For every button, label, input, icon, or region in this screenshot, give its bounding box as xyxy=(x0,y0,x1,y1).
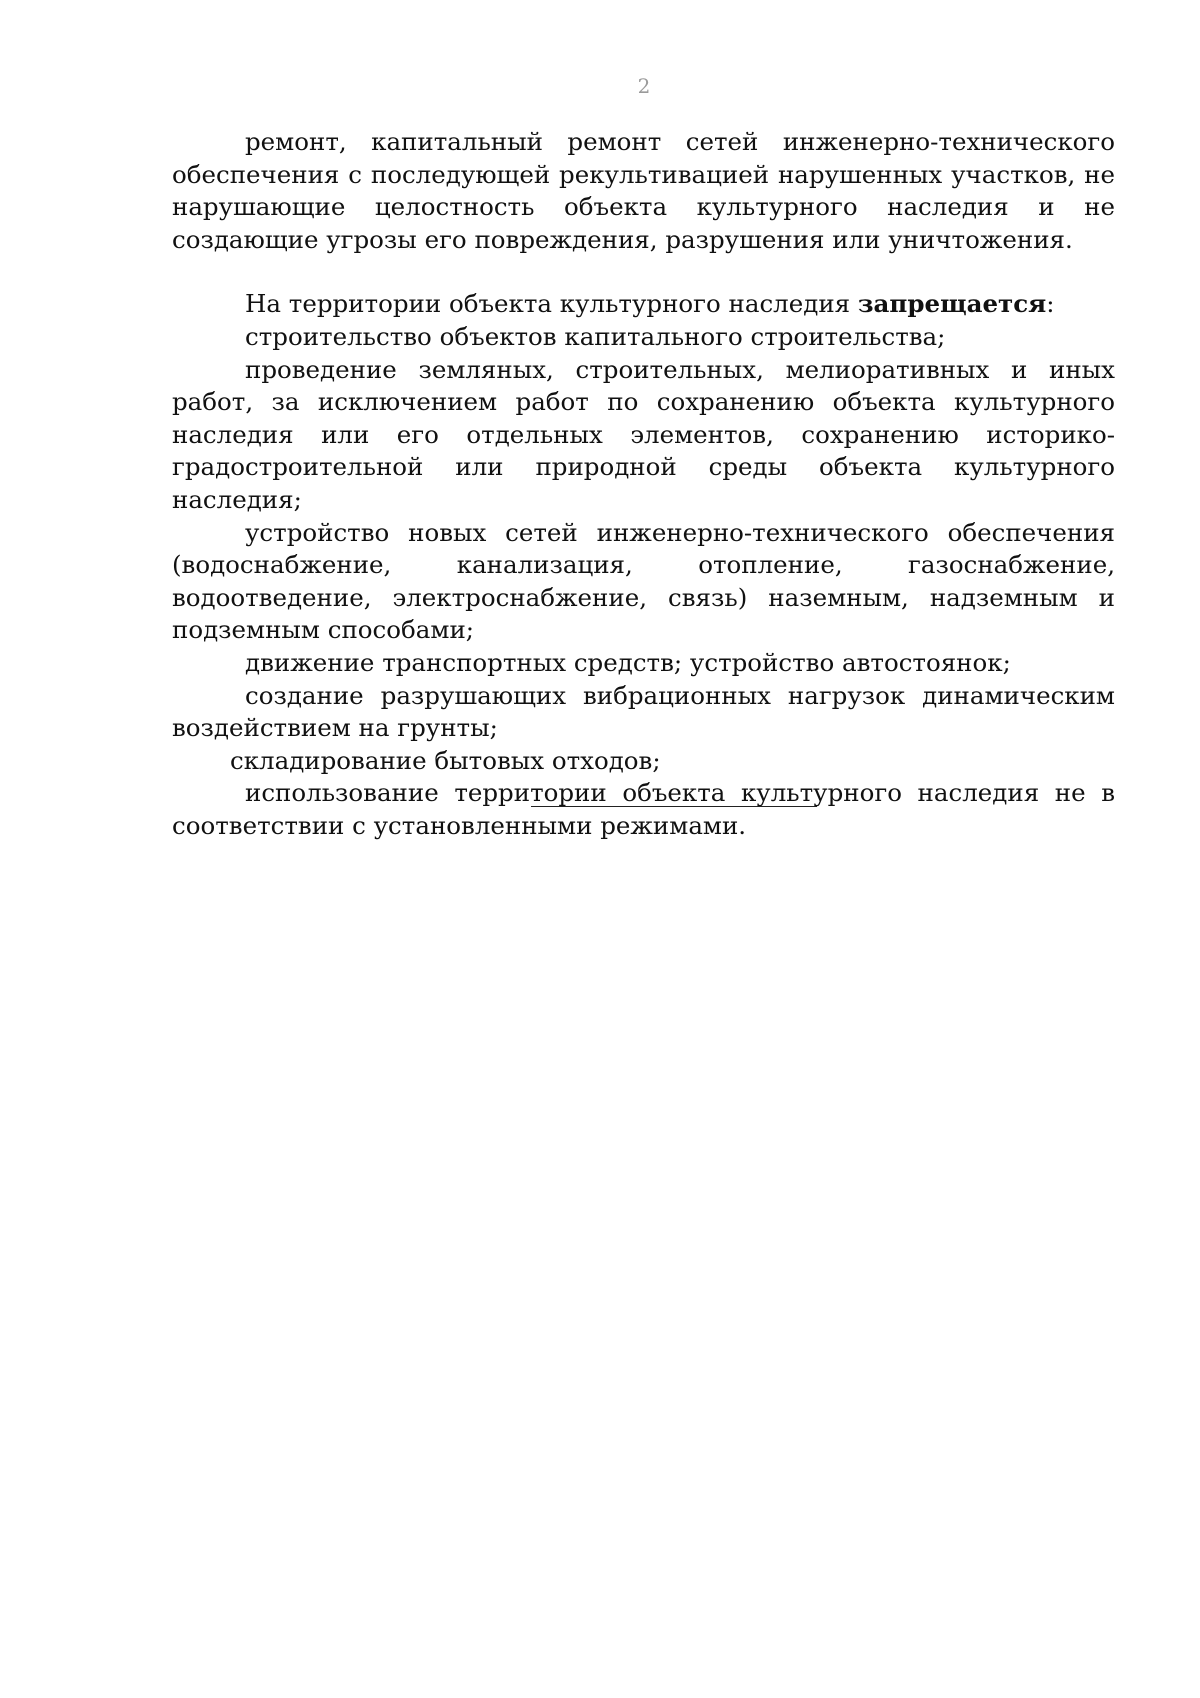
prohibited-item-vibration-loads: создание разрушающих вибрационных нагрузок динамическим воздействием на грунты; xyxy=(172,680,1115,743)
document-body xyxy=(172,126,1115,842)
prohibition-colon: : xyxy=(1046,289,1055,319)
prohibited-item-waste-storage: складирование бытовых отходов; xyxy=(230,745,661,775)
prohibited-item-improper-use: использование территории объекта культурного наследия не в соответствии с установленными режимами. xyxy=(172,778,1115,840)
end-of-text-rule xyxy=(531,806,817,807)
prohibition-heading xyxy=(172,288,1115,321)
prohibited-item-earthworks: проведение земляных, строительных, мелиоративных и иных работ, за исключением работ по сохранению объекта культурного наследия или его отдельных элементов, сохранению историко-градостроительной или природной среды объекта культурного наследия; xyxy=(172,354,1115,514)
prohibited-item-new-networks: устройство новых сетей инженерно-технического обеспечения (водоснабжение, канализация, отопление, газоснабжение, водоотведение, электроснабжение, связь) наземным, надземным и подземным способами; xyxy=(172,517,1115,645)
prohibition-keyword: запрещается xyxy=(857,289,1047,319)
prohibited-item-traffic-parking: движение транспортных средств; устройство автостоянок; xyxy=(245,647,1011,677)
prohibited-item-construction: строительство объектов капитального строительства; xyxy=(245,321,946,351)
intro-paragraph: ремонт, капитальный ремонт сетей инженерно-технического обеспечения с последующей рекультивацией нарушенных участков, не нарушающие целостность объекта культурного наследия и не создающие угрозы его повреждения, разрушения или уничтожения. xyxy=(172,127,1115,254)
prohibition-lead: На территории объекта культурного наследия xyxy=(245,289,858,319)
page-number: 2 xyxy=(637,74,651,98)
